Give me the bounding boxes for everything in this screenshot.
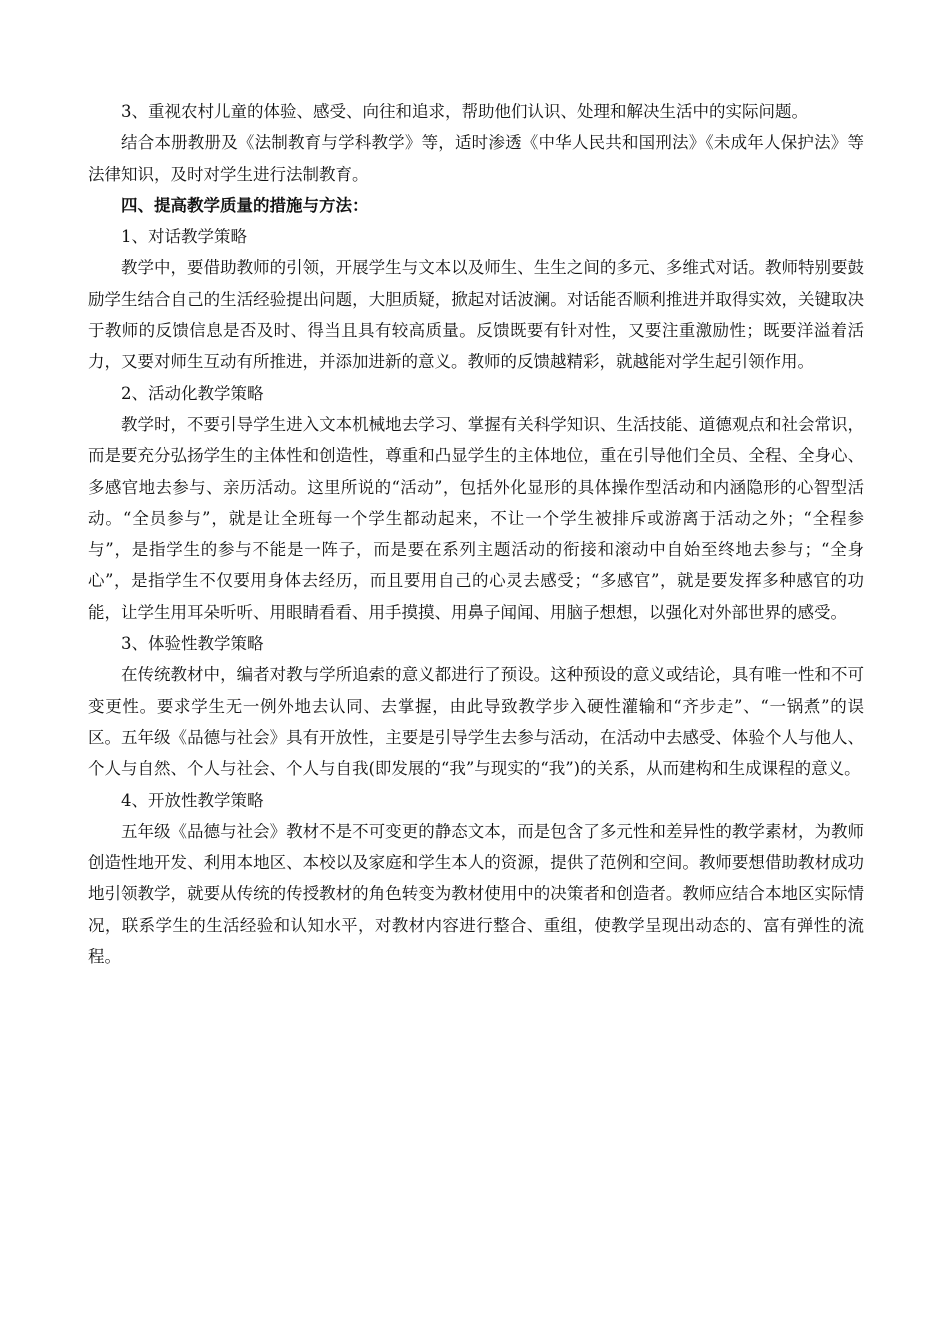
paragraph-activity-strategy: 教学时，不要引导学生进入文本机械地去学习、掌握有关科学知识、生活技能、道德观点和社会常识，而是要充分弘扬学生的主体性和创造性，尊重和凸显学生的主体地位，重在引导他们全员、全程、全身心、多感官地去参与、亲历活动。这里所说的“活动”，包括外化显形的具体操作型活动和内涵隐形的心智型活动。“全员参与”，就是让全班每一个学生都动起来，不让一个学生被排斥或游离于活动之外；“全程参与”，是指学生的参与不能是一阵子，而是要在系列主题活动的衔接和滚动中自始至终地去参与；“全身心”，是指学生不仅要用身体去经历，而且要用自己的心灵去感受；“多感官”，就是要发挥多种感官的功能，让学生用耳朵听听、用眼睛看看、用手摸摸、用鼻子闻闻、用脑子想想，以强化对外部世界的感受。 [88,414,864,622]
paragraph-experience-strategy: 在传统教材中，编者对教与学所追索的意义都进行了预设。这种预设的意义或结论，具有唯一性和不可变更性。要求学生无一例外地去认同、去掌握，由此导致教学步入硬性灌输和“齐步走”、“一锅煮”的误区。五年级《品德与社会》具有开放性，主要是引导学生去参与活动，在活动中去感受、体验个人与他人、个人与自然、个人与社会、个人与自我(即发展的“我”与现实的“我”)的关系，从而建构和生成课程的意义。 [88,665,864,779]
subheading-experience-strategy: 3、体验性教学策略 [121,634,264,654]
section-heading-4: 四、提高教学质量的措施与方法： [121,195,369,215]
paragraph-legal-education: 结合本册教册及《法制教育与学科教学》等，适时渗透《中华人民共和国刑法》《未成年人保护法》等法律知识，及时对学生进行法制教育。 [88,133,864,184]
paragraph-goal-3: 3、重视农村儿童的体验、感受、向往和追求，帮助他们认识、处理和解决生活中的实际问题。 [121,102,808,121]
subheading-dialogue-strategy: 1、对话教学策略 [121,227,247,247]
document-page [88,96,864,972]
subheading-activity-strategy: 2、活动化教学策略 [121,383,264,403]
subheading-open-strategy: 4、开放性教学策略 [121,790,264,810]
paragraph-dialogue-strategy: 教学中，要借助教师的引领，开展学生与文本以及师生、生生之间的多元、多维式对话。教师特别要鼓励学生结合自己的生活经验提出问题，大胆质疑，掀起对话波澜。对话能否顺利推进并取得实效，关键取决于教师的反馈信息是否及时、得当且具有较高质量。反馈既要有针对性，又要注重激励性；既要洋溢着活力，又要对师生互动有所推进，并添加进新的意义。教师的反馈越精彩，就越能对学生起引领作用。 [88,258,864,372]
paragraph-open-strategy: 五年级《品德与社会》教材不是不可变更的静态文本，而是包含了多元性和差异性的教学素材，为教师创造性地开发、利用本地区、本校以及家庭和学生本人的资源，提供了范例和空间。教师要想借助教材成功地引领教学，就要从传统的传授教材的角色转变为教材使用中的决策者和创造者。教师应结合本地区实际情况，联系学生的生活经验和认知水平，对教材内容进行整合、重组，使教学呈现出动态的、富有弹性的流程。 [88,821,864,967]
